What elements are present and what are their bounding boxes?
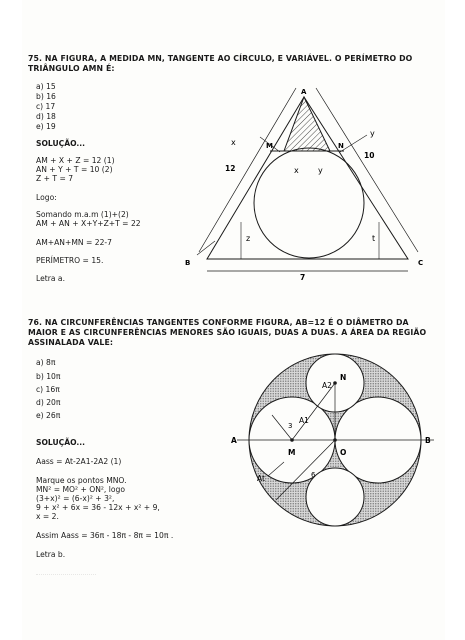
- option-75-d: d) 18: [36, 112, 56, 121]
- option-76-d: d) 20π: [36, 398, 61, 407]
- option-75-c: c) 17: [36, 102, 56, 111]
- solution-75-line: Letra a.: [36, 274, 66, 283]
- solution-75-line: Somando m.a.m (1)+(2): [36, 210, 129, 219]
- question-75-text: 75. NA FIGURA, A MEDIDA MN, TANGENTE AO CÍRCULO, E VARIÁVEL. O PERÍMETRO DO TRIÂNGULO AMN É:: [28, 54, 413, 73]
- label-y-inner: y: [318, 166, 323, 175]
- label-radius-6: 6: [311, 471, 316, 479]
- label-x-inner: x: [294, 166, 299, 175]
- circles-figure: [22, 340, 445, 640]
- solution-75-line: AM + AN + X+Y+Z+T = 22: [36, 219, 141, 228]
- label-z: z: [246, 234, 251, 243]
- page: [22, 0, 445, 640]
- label-point-n: N: [338, 142, 344, 150]
- label-at: At: [257, 474, 265, 483]
- solution-76-title: SOLUÇÃO...: [36, 438, 86, 447]
- triangle-figure: [22, 0, 445, 300]
- label-side-10: 10: [364, 151, 375, 160]
- label-b: B: [425, 436, 431, 445]
- label-y-top: y: [370, 129, 375, 138]
- solution-76-line: 9 + x² + 6x = 36 - 12x + x² + 9,: [36, 503, 160, 512]
- label-base-7: 7: [300, 273, 306, 282]
- solution-75-line: Logo:: [36, 193, 57, 202]
- solution-76-line: Assim Aass = 36π - 18π - 8π = 10π .: [36, 531, 174, 540]
- label-t: t: [372, 234, 376, 243]
- solution-75-line: PERÍMETRO = 15.: [36, 256, 104, 265]
- label-a1: A1: [299, 416, 309, 425]
- label-a: A: [231, 436, 237, 445]
- option-75-a: a) 15: [36, 82, 56, 91]
- label-radius-3: 3: [288, 422, 293, 430]
- option-76-c: c) 16π: [36, 385, 60, 394]
- option-76-b: b) 10π: [36, 372, 61, 381]
- label-vertex-b: B: [185, 259, 191, 267]
- solution-76-line: Aass = At-2A1-2A2 (1): [36, 457, 122, 466]
- solution-76-line: MN² = MO² + ON², logo: [36, 485, 125, 494]
- option-75-b: b) 16: [36, 92, 56, 101]
- label-side-12: 12: [225, 164, 236, 173]
- option-76-a: a) 8π: [36, 358, 56, 367]
- label-vertex-a: A: [301, 88, 307, 96]
- solution-75-line: AN + Y + T = 10 (2): [36, 165, 113, 174]
- solution-76-line: Marque os pontos MNO.: [36, 476, 127, 485]
- solution-75-line: Z + T = 7: [36, 174, 74, 183]
- label-o: O: [340, 448, 347, 457]
- solution-75-line: AM+AN+MN = 22-7: [36, 238, 113, 247]
- option-76-e: e) 26π: [36, 411, 61, 420]
- label-x-top: x: [231, 138, 236, 147]
- label-vertex-c: C: [418, 259, 424, 267]
- option-75-e: e) 19: [36, 122, 56, 131]
- solution-76-line: Letra b.: [36, 550, 66, 559]
- solution-75-line: AM + X + Z = 12 (1): [36, 156, 115, 165]
- label-point-m: M: [266, 142, 273, 150]
- solution-75-title: SOLUÇÃO...: [36, 139, 86, 148]
- solution-76-line: (3+x)² = (6-x)² + 3²,: [36, 494, 115, 503]
- label-n: N: [340, 373, 347, 382]
- label-m: M: [288, 448, 296, 457]
- question-76-text: 76. NA CIRCUNFERÊNCIAS TANGENTES CONFORME FIGURA, AB=12 É O DIÂMETRO DA MAIOR E AS CIRCUNFERÊNCIAS MENORES SÃO IGUAIS, DUAS A DUAS. A ÁREA DA REGIÃO ASSINALADA VALE:: [28, 318, 427, 347]
- solution-76-line: x = 2.: [36, 512, 59, 521]
- triangle-amn: [284, 97, 330, 151]
- label-a2: A2: [322, 381, 332, 390]
